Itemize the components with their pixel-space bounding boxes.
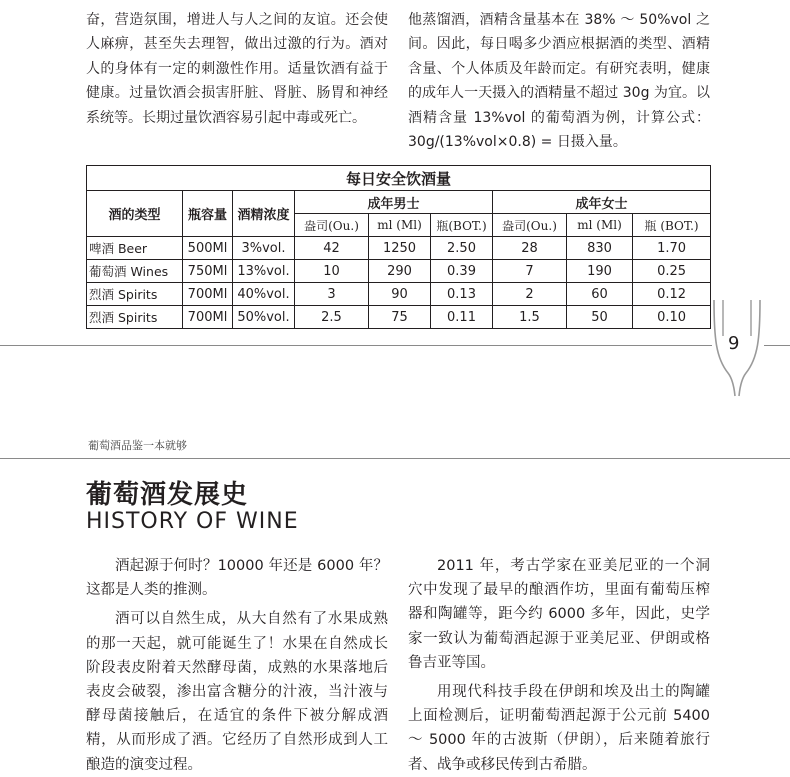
- cell-abv: 3%vol.: [233, 237, 295, 260]
- header-abv: 酒精浓度: [233, 191, 295, 237]
- cell-name: 烈酒 Spirits: [87, 306, 183, 329]
- cell-name: 烈酒 Spirits: [87, 283, 183, 306]
- cell-volume: 700Ml: [183, 283, 233, 306]
- table-row: [87, 237, 711, 260]
- cell-women-ounces: 28: [493, 237, 567, 260]
- cell-men-ounces: 10: [295, 260, 369, 283]
- cell-women-bottles: 0.12: [633, 283, 711, 306]
- cell-abv: 13%vol.: [233, 260, 295, 283]
- cell-women-ml: 50: [567, 306, 633, 329]
- header-men-ounces: 盎司(Ou.): [295, 214, 369, 237]
- paragraph: 用现代科技手段在伊朗和埃及出土的陶罐上面检测后，证明葡萄酒起源于公元前 5400 ～ 5000 年的古波斯（伊朗），后来随着旅行者、战争或移民传到古希腊。: [408, 684, 710, 773]
- header-men-bottles: 瓶(BOT.): [431, 214, 493, 237]
- cell-men-ml: 1250: [369, 237, 431, 260]
- cell-women-ml: 60: [567, 283, 633, 306]
- top-left-paragraph: 奋，营造氛围，增进人与人之间的友谊。还会使人麻痹，甚至失去理智，做出过激的行为。酒对人的身体有一定的刺激性作用。适量饮酒有益于健康。过量饮酒会损害肝脏、肾脏、肠胃和神经系统等。长期过量饮酒容易引起中毒或死亡。: [86, 12, 388, 126]
- running-header: 葡萄酒品鉴一本就够: [88, 439, 187, 452]
- cell-women-ml: 190: [567, 260, 633, 283]
- header-men-ml: ml (Ml): [369, 214, 431, 237]
- header-type: 酒的类型: [87, 191, 183, 237]
- cell-men-ounces: 42: [295, 237, 369, 260]
- section-title-english: HISTORY OF WINE: [86, 509, 299, 534]
- paragraph: 酒起源于何时？10000 年还是 6000 年？这都是人类的推测。: [86, 558, 388, 599]
- cell-men-ml: 90: [369, 283, 431, 306]
- cell-men-ounces: 3: [295, 283, 369, 306]
- cell-women-bottles: 0.10: [633, 306, 711, 329]
- header-volume: 瓶容量: [183, 191, 233, 237]
- cell-abv: 50%vol.: [233, 306, 295, 329]
- daily-safe-drinking-table: [86, 165, 711, 329]
- cell-abv: 40%vol.: [233, 283, 295, 306]
- paragraph: 2011 年，考古学家在亚美尼亚的一个洞穴中发现了最早的酿酒作坊，里面有葡萄压榨器和陶罐等，距今约 6000 多年，因此，史学家一致认为葡萄酒起源于亚美尼亚、伊朗或格鲁吉亚等国。: [408, 558, 710, 671]
- cell-men-bottles: 0.11: [431, 306, 493, 329]
- page-number: 9: [728, 333, 740, 354]
- cell-volume: 500Ml: [183, 237, 233, 260]
- bottom-left-column: [86, 554, 388, 777]
- header-women-bottles: 瓶 (BOT.): [633, 214, 711, 237]
- page-divider-right: [764, 345, 790, 346]
- page-divider: [0, 345, 712, 346]
- cell-men-bottles: 2.50: [431, 237, 493, 260]
- table-row: [87, 283, 711, 306]
- table-row: [87, 260, 711, 283]
- paragraph: 酒可以自然生成，从大自然有了水果成熟的那一天起，就可能诞生了！水果在自然成长阶段表皮附着天然酵母菌，成熟的水果落地后表皮会破裂，渗出富含糖分的汁液，当汁液与酵母菌接触后，在适宜的条件下被分解成酒精，从而形成了酒。它经历了自然形成到人工酿造的演变过程。: [86, 611, 388, 773]
- top-left-column: [86, 8, 388, 130]
- cell-women-ml: 830: [567, 237, 633, 260]
- cell-name: 啤酒 Beer: [87, 237, 183, 260]
- bottom-right-column: [408, 554, 710, 777]
- cell-volume: 700Ml: [183, 306, 233, 329]
- cell-women-ounces: 7: [493, 260, 567, 283]
- cell-women-ounces: 2: [493, 283, 567, 306]
- header-women: 成年女士: [493, 191, 711, 214]
- cell-men-bottles: 0.13: [431, 283, 493, 306]
- top-right-column: [408, 8, 710, 154]
- cell-men-bottles: 0.39: [431, 260, 493, 283]
- cell-women-ounces: 1.5: [493, 306, 567, 329]
- header-men: 成年男士: [295, 191, 493, 214]
- header-women-ml: ml (Ml): [567, 214, 633, 237]
- table-row: [87, 306, 711, 329]
- cell-men-ml: 75: [369, 306, 431, 329]
- cell-men-ounces: 2.5: [295, 306, 369, 329]
- cell-volume: 750Ml: [183, 260, 233, 283]
- cell-men-ml: 290: [369, 260, 431, 283]
- section-title: 葡萄酒发展史: [86, 480, 249, 510]
- header-divider: [0, 458, 790, 459]
- header-women-ounces: 盎司(Ou.): [493, 214, 567, 237]
- cell-name: 葡萄酒 Wines: [87, 260, 183, 283]
- table-caption: 每日安全饮酒量: [87, 166, 711, 191]
- top-right-paragraph: 他蒸馏酒，酒精含量基本在 38% ～ 50%vol 之间。因此，每日喝多少酒应根据酒的类型、酒精含量、个人体质及年龄而定。有研究表明，健康的成年人一天摄入的酒精量不超过 30g 为宜。以酒精含量 13%vol 的葡萄酒为例，计算公式：30g/(13%vol×0.8) = 日摄入量。: [408, 12, 710, 151]
- cell-women-bottles: 0.25: [633, 260, 711, 283]
- cell-women-bottles: 1.70: [633, 237, 711, 260]
